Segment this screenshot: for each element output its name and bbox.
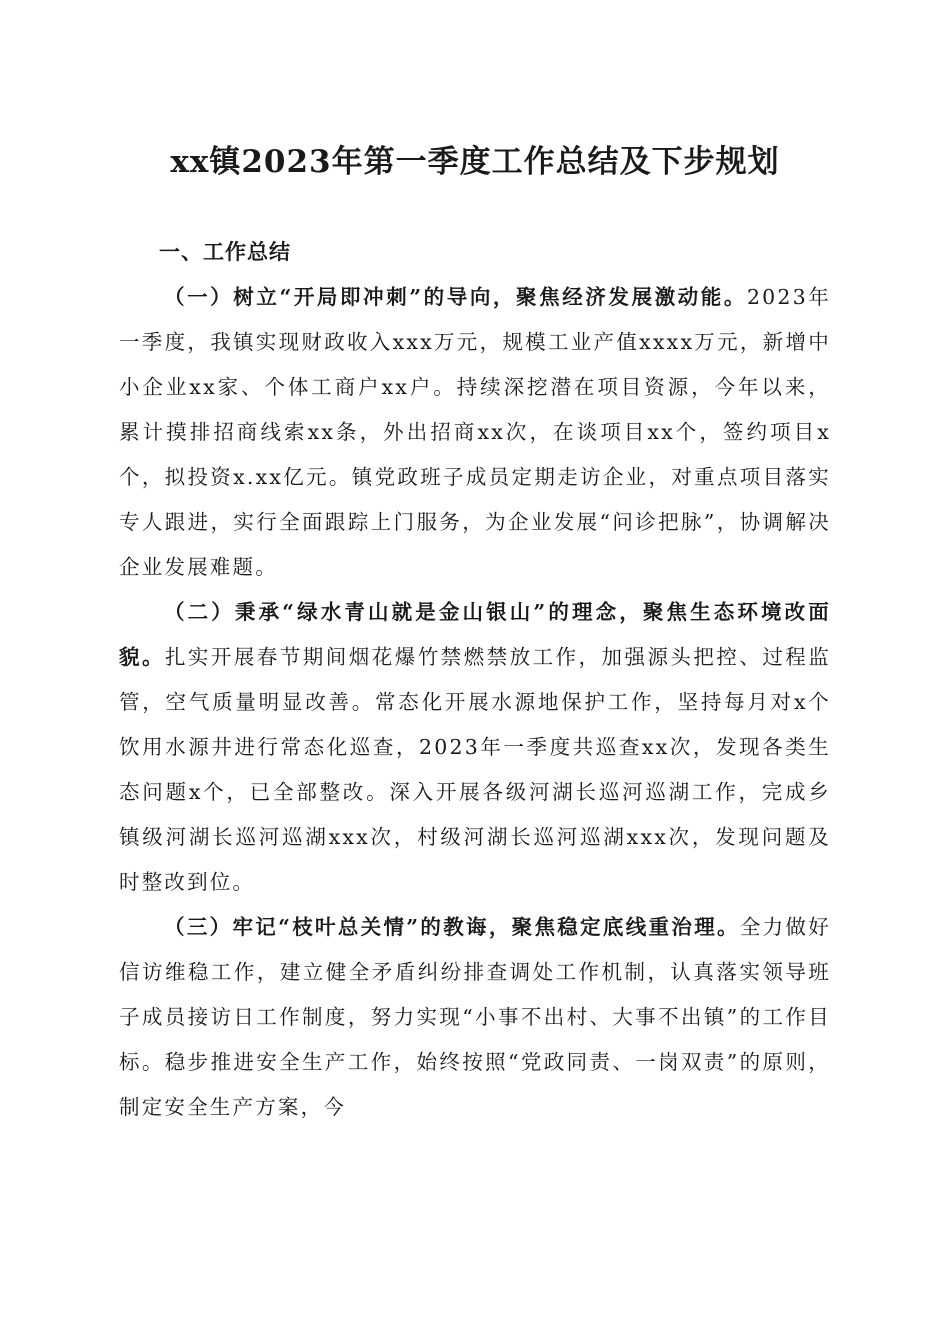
paragraph-lead: （二）秉承“绿水青山就是金山银山”的理念，聚焦生态环境改面貌。 — [119, 600, 831, 669]
paragraph-body: 扎实开展春节期间烟花爆竹禁燃禁放工作，加强源头把控、过程监管，空气质量明显改善。常态化开展水源地保护工作，坚持每月对x个饮用水源井进行常态化巡查，2023年一季度共巡查xx次，发现各类生态问题x个，已全部整改。深入开展各级河湖长巡河巡湖工作，完成乡镇级河湖长巡河巡湖xxx次，村级河湖长巡河巡湖xxx次，发现问题及时整改到位。 — [119, 645, 831, 894]
paragraph-lead: （三）牢记“枝叶总关情”的教诲，聚焦稳定底线重治理。 — [164, 915, 740, 939]
document-title: xx镇2023年第一季度工作总结及下步规划 — [170, 144, 780, 180]
paragraph-economy — [119, 275, 831, 590]
paragraph-environment — [119, 590, 831, 905]
paragraph-body: 全力做好信访维稳工作，建立健全矛盾纠纷排查调处工作机制，认真落实领导班子成员接访日工作制度，努力实现“小事不出村、大事不出镇”的工作目标。稳步推进安全生产工作，始终按照“党政同责、一岗双责”的原则，制定安全生产方案，今 — [119, 915, 831, 1119]
document-body — [119, 230, 831, 1130]
section-heading: 一、工作总结 — [159, 240, 291, 264]
paragraph-body: 2023年一季度，我镇实现财政收入xxx万元，规模工业产值xxxx万元，新增中小企业xx家、个体工商户xx户。持续深挖潜在项目资源，今年以来，累计摸排招商线索xx条，外出招商xx次，在谈项目xx个，签约项目x个，拟投资x.xx亿元。镇党政班子成员定期走访企业，对重点项目落实专人跟进，实行全面跟踪上门服务，为企业发展“问诊把脉”，协调解决企业发展难题。 — [119, 285, 831, 579]
paragraph-stability — [119, 905, 831, 1130]
paragraph-lead: （一）树立“开局即冲刺”的导向，聚焦经济发展激动能。 — [164, 285, 747, 309]
